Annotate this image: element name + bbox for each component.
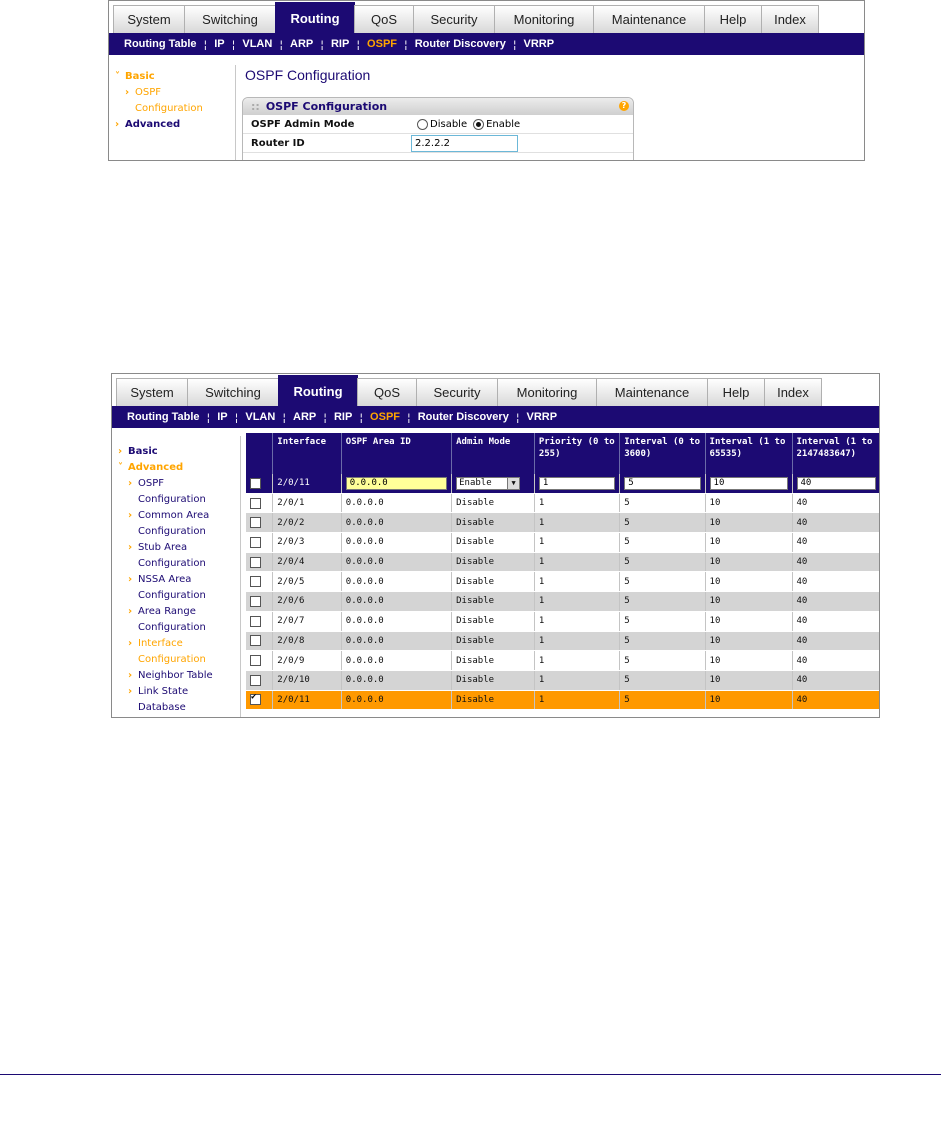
subnav-separator: ¦	[320, 37, 324, 51]
cell-i2: 10	[705, 611, 792, 631]
cell-mode: Disable	[452, 670, 535, 690]
chevron-right-icon: ›	[128, 670, 133, 681]
cell-i3: 40	[792, 690, 880, 710]
panel-header	[243, 98, 633, 115]
sidebar-item-label: NSSA Area	[138, 574, 192, 585]
sidebar-item-label: Common Area	[138, 510, 210, 521]
cell-priority: 1	[534, 592, 619, 612]
sidebar-item-area-range-line2[interactable]	[118, 620, 240, 636]
cell-interface: 2/0/5	[273, 572, 342, 592]
cell-i2: 10	[705, 552, 792, 572]
sidebar-item-label: Configuration	[138, 494, 206, 505]
sidebar-item-ospf-configuration[interactable]	[115, 85, 235, 101]
row-select-cell	[246, 513, 273, 533]
subnav-arp[interactable]: ARP	[293, 411, 317, 423]
sidebar-item-label: Interface	[138, 638, 183, 649]
select-column-header	[246, 433, 273, 474]
cell-priority: 1	[534, 690, 619, 710]
cell-i3: 40	[792, 513, 880, 533]
grip-icon: ::	[251, 100, 260, 113]
sidebar-item-label: OSPF	[138, 478, 165, 489]
subnav-separator: ¦	[279, 37, 284, 51]
tab-help[interactable]: Help	[704, 5, 762, 33]
column-header: Interval (1 to 2147483647)	[792, 433, 880, 474]
disable-radio[interactable]	[417, 119, 428, 130]
row-select-cell	[246, 631, 273, 651]
subnav-separator: ¦	[231, 37, 236, 51]
disable-radio-label: Disable	[430, 118, 468, 130]
cell-priority: 1	[534, 631, 619, 651]
tab-routing[interactable]: Routing	[278, 375, 358, 406]
interval-0-3600-input[interactable]	[624, 477, 700, 490]
row-checkbox[interactable]	[250, 537, 261, 548]
cell-area: 0.0.0.0	[341, 611, 451, 631]
chevron-right-icon: ›	[128, 574, 133, 585]
tab-security[interactable]: Security	[416, 378, 498, 406]
row-checkbox[interactable]	[250, 616, 261, 627]
cell-priority: 1	[534, 572, 619, 592]
cell-i3: 40	[792, 631, 880, 651]
subnav-separator: ¦	[512, 37, 517, 51]
cell-interface: 2/0/11	[273, 690, 342, 710]
chevron-right-icon: ›	[128, 638, 133, 649]
column-header: Admin Mode	[452, 433, 535, 474]
column-header: Interval (1 to 65535)	[705, 433, 792, 474]
subnav-router-discovery[interactable]: Router Discovery	[414, 38, 506, 50]
row-checkbox[interactable]	[250, 675, 261, 686]
interval-1-2147483647-input-cell	[792, 474, 880, 493]
cell-i3: 40	[792, 572, 880, 592]
subnav-separator: ¦	[356, 37, 361, 51]
sidebar-item-label: Configuration	[135, 103, 203, 114]
sidebar-item-stub-area-line2[interactable]	[118, 556, 240, 572]
row-select-cell	[246, 552, 273, 572]
sidebar-item-label: Basic	[125, 71, 155, 82]
tab-system[interactable]: System	[113, 5, 185, 33]
subnav-arp[interactable]: ARP	[290, 38, 314, 50]
cell-i1: 5	[620, 513, 705, 533]
main-tab-bar	[109, 1, 864, 33]
edit-row-checkbox[interactable]	[250, 478, 261, 489]
cell-i2: 10	[705, 592, 792, 612]
admin-mode-select[interactable]	[456, 477, 520, 490]
tab-help[interactable]: Help	[707, 378, 765, 406]
admin-mode-cell	[452, 474, 535, 493]
cell-i3: 40	[792, 611, 880, 631]
subnav-ip[interactable]: IP	[217, 411, 228, 423]
sidebar-item-label: Area Range	[138, 606, 196, 617]
cell-mode: Disable	[452, 493, 535, 513]
sidebar-item-stub-area[interactable]	[118, 540, 240, 556]
row-select-cell	[246, 572, 273, 592]
cell-mode: Disable	[452, 631, 535, 651]
row-checkbox[interactable]	[250, 576, 261, 587]
interface-table	[246, 433, 880, 710]
subnav-vrrp[interactable]: VRRP	[523, 38, 555, 50]
table-header-row	[246, 433, 880, 474]
subnav-rip[interactable]: RIP	[330, 38, 350, 50]
area-id-input[interactable]	[346, 477, 447, 490]
cell-interface: 2/0/7	[273, 611, 342, 631]
subnav-separator: ¦	[323, 410, 327, 424]
subnav-separator: ¦	[359, 410, 364, 424]
cell-mode: Disable	[452, 513, 535, 533]
cell-i3: 40	[792, 533, 880, 553]
tab-qos[interactable]: QoS	[354, 5, 414, 33]
cell-i1: 5	[620, 670, 705, 690]
subnav-routing-table[interactable]: Routing Table	[124, 38, 197, 50]
cell-area: 0.0.0.0	[341, 533, 451, 553]
cell-priority: 1	[534, 670, 619, 690]
cell-area: 0.0.0.0	[341, 513, 451, 533]
cell-area: 0.0.0.0	[341, 493, 451, 513]
table-row[interactable]	[246, 592, 880, 612]
main-tab-bar	[112, 374, 879, 406]
cell-area: 0.0.0.0	[341, 572, 451, 592]
priority-input-cell	[534, 474, 619, 493]
subnav-ospf[interactable]: OSPF	[367, 38, 397, 50]
chevron-right-icon: ›	[128, 542, 133, 553]
sidebar-item-label: Link State	[138, 686, 189, 697]
cell-interface: 2/0/10	[273, 670, 342, 690]
sidebar-item-label: Configuration	[138, 590, 206, 601]
tab-qos[interactable]: QoS	[357, 378, 417, 406]
sidebar-item-label: Configuration	[138, 654, 206, 665]
subnav-ospf[interactable]: OSPF	[370, 411, 400, 423]
help-icon[interactable]: ?	[619, 101, 629, 111]
row-checkbox[interactable]	[250, 557, 261, 568]
subnav-separator: ¦	[282, 410, 287, 424]
cell-area: 0.0.0.0	[341, 631, 451, 651]
cell-interface: 2/0/3	[273, 533, 342, 553]
column-header: Interval (0 to 3600)	[620, 433, 705, 474]
subnav-separator: ¦	[404, 37, 408, 51]
sidebar-item-nssa-area-line2[interactable]	[118, 588, 240, 604]
sidebar-nav	[114, 436, 241, 718]
subnav-router-discovery[interactable]: Router Discovery	[417, 411, 509, 423]
tab-security[interactable]: Security	[413, 5, 495, 33]
table-row[interactable]	[246, 631, 880, 651]
sidebar-item-basic[interactable]	[115, 69, 235, 85]
cell-priority: 1	[534, 513, 619, 533]
interval-1-65535-input-cell	[705, 474, 792, 493]
cell-mode: Disable	[452, 552, 535, 572]
cell-area: 0.0.0.0	[341, 670, 451, 690]
row-checkbox[interactable]	[250, 635, 261, 646]
sidebar-item-common-area-line2[interactable]	[118, 524, 240, 540]
cell-priority: 1	[534, 533, 619, 553]
cell-i2: 10	[705, 690, 792, 710]
ospf-configuration-panel	[242, 97, 634, 161]
router-id-label: Router ID	[251, 137, 305, 149]
cell-priority: 1	[534, 493, 619, 513]
row-select-cell	[246, 533, 273, 553]
cell-i3: 40	[792, 493, 880, 513]
sidebar-item-label: Advanced	[125, 119, 181, 130]
cell-i1: 5	[620, 533, 705, 553]
router-id-row	[243, 134, 633, 153]
cell-i3: 40	[792, 670, 880, 690]
subnav-separator: ¦	[206, 410, 211, 424]
table-row[interactable]	[246, 552, 880, 572]
edit-row	[246, 474, 880, 493]
row-select-cell	[246, 611, 273, 631]
cell-priority: 1	[534, 651, 619, 671]
cell-interface: 2/0/2	[273, 513, 342, 533]
sidebar-item-neighbor-table[interactable]	[118, 668, 240, 684]
subnav-separator: ¦	[407, 410, 411, 424]
cell-i2: 10	[705, 533, 792, 553]
subnav-separator: ¦	[203, 37, 208, 51]
column-header: Interface	[273, 433, 342, 474]
cell-i2: 10	[705, 631, 792, 651]
row-select-cell	[246, 651, 273, 671]
cell-i2: 10	[705, 493, 792, 513]
sidebar-item-ospf[interactable]	[118, 476, 240, 492]
table-row[interactable]	[246, 533, 880, 553]
sidebar-item-label: Stub Area	[138, 542, 188, 553]
page-title: OSPF Configuration	[245, 67, 371, 83]
chevron-right-icon: ›	[115, 119, 120, 130]
tab-monitoring[interactable]: Monitoring	[497, 378, 597, 406]
subnav-vrrp[interactable]: VRRP	[526, 411, 558, 423]
cell-interface: 2/0/8	[273, 631, 342, 651]
sidebar-item-label: Configuration	[138, 558, 206, 569]
cell-priority: 1	[534, 611, 619, 631]
cell-mode: Disable	[452, 592, 535, 612]
sidebar-item-interface[interactable]	[118, 636, 240, 652]
cell-mode: Disable	[452, 611, 535, 631]
row-select-cell	[246, 670, 273, 690]
priority-input[interactable]	[539, 477, 615, 490]
subnav-separator: ¦	[234, 410, 239, 424]
table-row[interactable]	[246, 670, 880, 690]
tab-index[interactable]: Index	[761, 5, 819, 33]
panel-title: OSPF Configuration	[265, 100, 388, 113]
cell-mode: Disable	[452, 533, 535, 553]
edit-row-select-cell	[246, 474, 273, 493]
cell-mode: Disable	[452, 651, 535, 671]
table-row[interactable]	[246, 651, 880, 671]
subnav-vlan[interactable]: VLAN	[242, 38, 273, 50]
cell-i2: 10	[705, 513, 792, 533]
cell-priority: 1	[534, 552, 619, 572]
chevron-right-icon: ›	[118, 446, 123, 457]
edit-row-interface: 2/0/11	[273, 474, 342, 493]
cell-interface: 2/0/6	[273, 592, 342, 612]
sidebar-item-advanced[interactable]	[115, 117, 235, 133]
row-select-cell	[246, 493, 273, 513]
subnav-routing-table[interactable]: Routing Table	[127, 411, 200, 423]
interface-configuration-screenshot	[111, 373, 880, 718]
admin-mode-select-value: Enable	[459, 478, 492, 489]
cell-i3: 40	[792, 651, 880, 671]
sidebar-item-ospf-line2[interactable]	[118, 492, 240, 508]
sidebar-nav	[111, 65, 236, 161]
area-id-input-cell	[341, 474, 451, 493]
sidebar-item-label: Basic	[128, 446, 158, 457]
sidebar-item-common-area[interactable]	[118, 508, 240, 524]
cell-i1: 5	[620, 493, 705, 513]
tab-switching[interactable]: Switching	[187, 378, 279, 406]
tab-routing[interactable]: Routing	[275, 2, 355, 33]
cell-area: 0.0.0.0	[341, 592, 451, 612]
chevron-right-icon: ›	[125, 87, 130, 98]
cell-mode: Disable	[452, 690, 535, 710]
cell-i1: 5	[620, 572, 705, 592]
sidebar-item-label: Advanced	[128, 462, 184, 473]
enable-radio-label: Enable	[486, 118, 521, 130]
sidebar-item-label: Neighbor Table	[138, 670, 213, 681]
chevron-down-icon: ˅	[115, 71, 120, 82]
admin-mode-row	[243, 115, 633, 134]
column-header: OSPF Area ID	[341, 433, 451, 474]
subnav-vlan[interactable]: VLAN	[245, 411, 276, 423]
chevron-right-icon: ›	[128, 686, 133, 697]
tab-system[interactable]: System	[116, 378, 188, 406]
chevron-right-icon: ›	[128, 478, 133, 489]
chevron-down-icon: ▼	[507, 478, 519, 489]
page-footer-rule	[0, 1074, 941, 1075]
sidebar-item-ospf-configuration-line2[interactable]	[115, 101, 235, 117]
cell-i2: 10	[705, 670, 792, 690]
cell-i2: 10	[705, 572, 792, 592]
tab-maintenance[interactable]: Maintenance	[596, 378, 708, 406]
chevron-down-icon: ˅	[118, 462, 123, 473]
cell-i2: 10	[705, 651, 792, 671]
table-row[interactable]	[246, 513, 880, 533]
cell-i1: 5	[620, 651, 705, 671]
row-select-cell	[246, 592, 273, 612]
admin-mode-label: OSPF Admin Mode	[251, 118, 355, 130]
cell-i1: 5	[620, 611, 705, 631]
chevron-right-icon: ›	[128, 510, 133, 521]
cell-i1: 5	[620, 592, 705, 612]
sidebar-item-label: OSPF	[135, 87, 162, 98]
enable-radio[interactable]	[473, 119, 484, 130]
interval-0-3600-input-cell	[620, 474, 705, 493]
tab-switching[interactable]: Switching	[184, 5, 276, 33]
sidebar-item-label: Configuration	[138, 526, 206, 537]
cell-i1: 5	[620, 690, 705, 710]
sidebar-item-area-range[interactable]	[118, 604, 240, 620]
interval-1-65535-input[interactable]	[710, 477, 788, 490]
tab-maintenance[interactable]: Maintenance	[593, 5, 705, 33]
sidebar-item-interface-line2[interactable]	[118, 652, 240, 668]
ospf-configuration-screenshot	[108, 0, 865, 161]
tab-index[interactable]: Index	[764, 378, 822, 406]
sidebar-item-link-state-line2[interactable]	[118, 700, 240, 716]
row-checkbox[interactable]	[250, 517, 261, 528]
sidebar-item-basic[interactable]	[118, 444, 240, 460]
cell-area: 0.0.0.0	[341, 552, 451, 572]
tab-monitoring[interactable]: Monitoring	[494, 5, 594, 33]
sidebar-item-label: Configuration	[138, 622, 206, 633]
cell-i3: 40	[792, 592, 880, 612]
subnav-ip[interactable]: IP	[214, 38, 225, 50]
routing-subnav	[112, 406, 879, 428]
cell-interface: 2/0/9	[273, 651, 342, 671]
row-checkbox[interactable]	[250, 655, 261, 666]
row-checkbox[interactable]	[250, 596, 261, 607]
table-row[interactable]	[246, 572, 880, 592]
subnav-separator: ¦	[515, 410, 520, 424]
cell-i3: 40	[792, 552, 880, 572]
row-select-cell	[246, 690, 273, 710]
sidebar-item-advanced[interactable]	[118, 460, 240, 476]
sidebar-item-nssa-area[interactable]	[118, 572, 240, 588]
subnav-rip[interactable]: RIP	[333, 411, 353, 423]
table-row[interactable]	[246, 611, 880, 631]
chevron-right-icon: ›	[128, 606, 133, 617]
cell-interface: 2/0/1	[273, 493, 342, 513]
cell-area: 0.0.0.0	[341, 690, 451, 710]
cell-i1: 5	[620, 552, 705, 572]
cell-area: 0.0.0.0	[341, 651, 451, 671]
routing-subnav	[109, 33, 864, 55]
table-row[interactable]	[246, 690, 880, 710]
table-row[interactable]	[246, 493, 880, 513]
column-header: Priority (0 to 255)	[534, 433, 619, 474]
row-checkbox[interactable]	[250, 694, 261, 705]
cell-interface: 2/0/4	[273, 552, 342, 572]
cell-i1: 5	[620, 631, 705, 651]
router-id-input[interactable]	[411, 135, 518, 152]
sidebar-item-label: Database	[138, 702, 186, 713]
cell-mode: Disable	[452, 572, 535, 592]
interval-1-2147483647-input[interactable]	[797, 477, 877, 490]
sidebar-item-link-state[interactable]	[118, 684, 240, 700]
row-checkbox[interactable]	[250, 498, 261, 509]
